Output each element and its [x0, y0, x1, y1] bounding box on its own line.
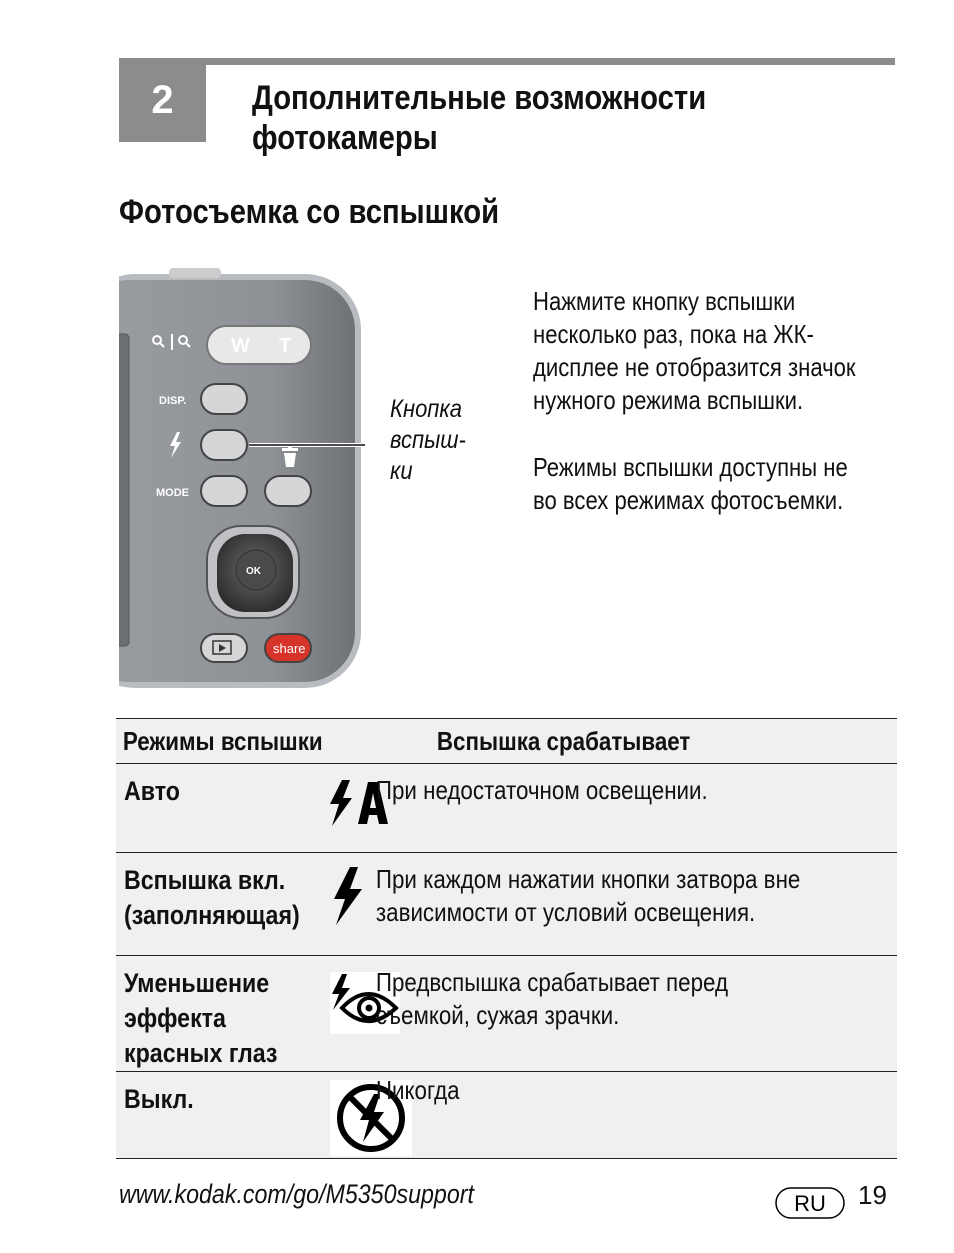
mode-description: При недостаточном освещении. — [375, 775, 708, 805]
chapter-title — [252, 78, 785, 158]
chapter-rule — [206, 58, 895, 65]
mode-name: Уменьшение — [124, 968, 270, 998]
support-url[interactable]: www.kodak.com/go/M5350support — [119, 1179, 474, 1209]
flash-button — [201, 430, 247, 460]
ok-label: OK — [246, 566, 261, 577]
disp-label: DISP. — [159, 395, 187, 407]
chapter-number: 2 — [151, 77, 174, 122]
callout-line1: Кнопка — [390, 395, 463, 423]
table-row — [116, 1072, 897, 1159]
instruction-line: несколько раз, пока на ЖК- — [533, 319, 814, 349]
mode-name: эффекта — [124, 1003, 226, 1033]
mode-label: MODE — [156, 487, 189, 499]
instruction-line: во всех режимах фотосъемки. — [533, 485, 844, 515]
instruction-line: нужного режима вспышки. — [533, 385, 804, 415]
page-number: 19 — [858, 1180, 887, 1210]
zoom-w-label: W — [231, 335, 250, 357]
delete-button — [265, 476, 311, 506]
header-mode: Режимы вспышки — [122, 726, 323, 756]
instruction-line: Нажмите кнопку вспышки — [533, 286, 796, 316]
section-title: Фотосъемка со вспышкой — [119, 193, 500, 231]
mode-name: Выкл. — [124, 1084, 194, 1114]
mode-description: Предвспышка срабатывает перед — [375, 967, 729, 997]
mode-description: зависимости от условий освещения. — [375, 897, 756, 927]
mode-name: красных глаз — [124, 1038, 278, 1068]
mode-description: съемкой, сужая зрачки. — [375, 1000, 620, 1030]
flash-on-icon — [328, 865, 368, 927]
table-row — [116, 956, 897, 1072]
mode-button — [201, 476, 247, 506]
share-label: share — [273, 641, 306, 656]
table-header-row — [116, 718, 897, 764]
language-badge — [775, 1187, 845, 1219]
callout-line2: вспыш- — [390, 426, 466, 454]
table-row — [116, 853, 897, 956]
mode-name: (заполняющая) — [124, 900, 300, 930]
chapter-title-line1: Дополнительные возможности — [252, 79, 707, 117]
camera-back-illustration — [119, 268, 365, 692]
disp-button — [201, 384, 247, 414]
chapter-title-line2: фотокамеры — [252, 119, 438, 157]
instruction-line: дисплее не отобразится значок — [533, 352, 856, 382]
mode-description: Никогда — [375, 1075, 460, 1105]
header-fires: Вспышка срабатывает — [436, 726, 691, 756]
language-code: RU — [794, 1191, 826, 1216]
zoom-t-label: T — [279, 335, 292, 357]
instruction-line: Режимы вспышки доступны не — [533, 452, 848, 482]
callout-line3: ки — [390, 457, 413, 485]
chapter-number-box — [119, 58, 206, 142]
mode-name: Авто — [124, 776, 180, 806]
instruction-paragraph — [533, 285, 890, 417]
table-row — [116, 764, 897, 853]
mode-name: Вспышка вкл. — [124, 865, 286, 895]
mode-description: При каждом нажатии кнопки затвора вне — [375, 864, 801, 894]
flash-button-callout — [390, 394, 466, 487]
flash-modes-table — [116, 718, 897, 1159]
availability-paragraph — [533, 451, 890, 517]
